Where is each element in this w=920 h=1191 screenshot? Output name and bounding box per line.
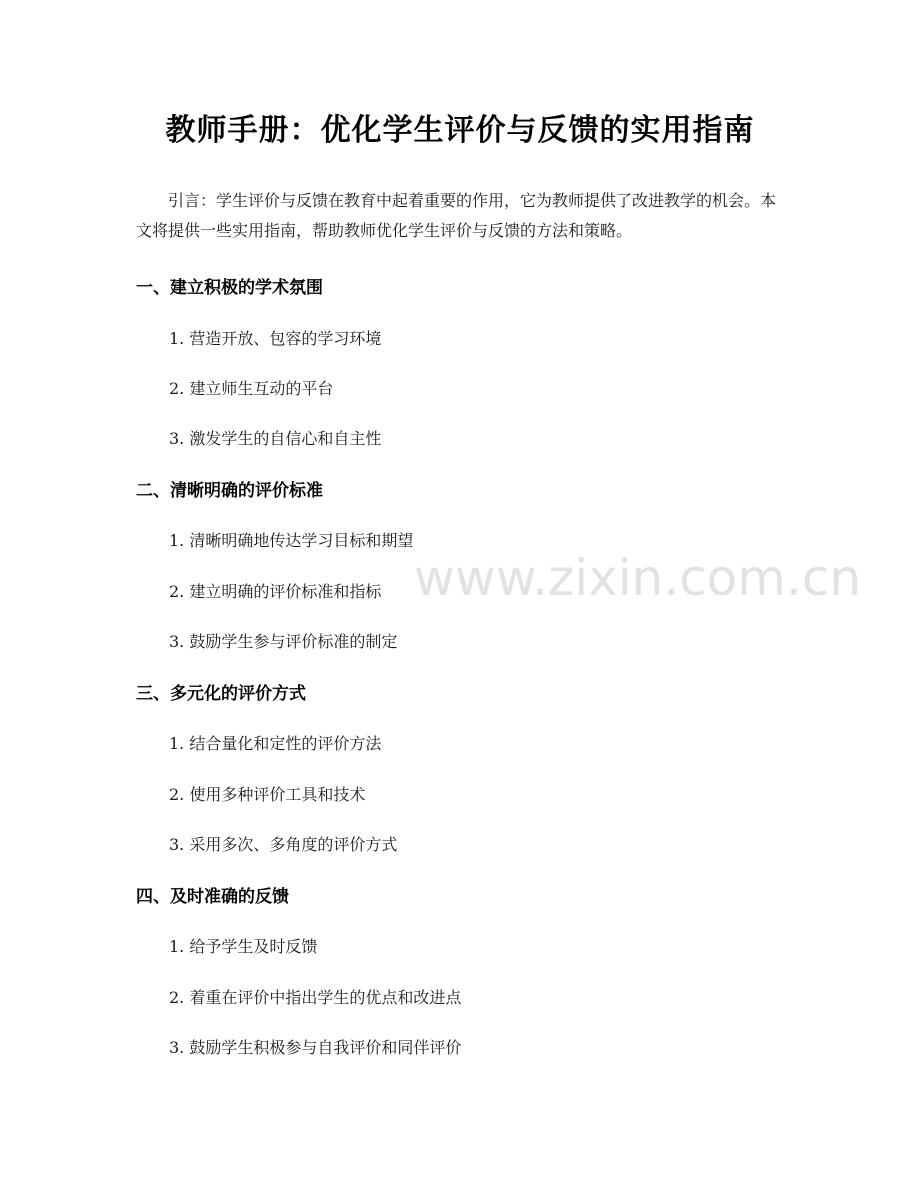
list-item: 3. 鼓励学生积极参与自我评价和同伴评价 bbox=[169, 1038, 462, 1057]
list-item: 2. 建立明确的评价标准和指标 bbox=[169, 582, 382, 601]
list-item: 1. 营造开放、包容的学习环境 bbox=[169, 329, 382, 348]
intro-paragraph: 引言：学生评价与反馈在教育中起着重要的作用，它为教师提供了改进教学的机会。本文将提供一些实用指南，帮助教师优化学生评价与反馈的方法和策略。 bbox=[136, 191, 777, 240]
section-heading: 四、及时准确的反馈 bbox=[136, 887, 289, 907]
list-item: 3. 激发学生的自信心和自主性 bbox=[169, 429, 382, 448]
list-item: 3. 采用多次、多角度的评价方式 bbox=[169, 835, 398, 854]
list-item: 2. 着重在评价中指出学生的优点和改进点 bbox=[169, 988, 462, 1007]
watermark: www.zixin.com.cn bbox=[414, 549, 862, 607]
list-item: 1. 给予学生及时反馈 bbox=[169, 937, 318, 956]
list-item: 2. 建立师生互动的平台 bbox=[169, 379, 334, 398]
section-heading: 一、建立积极的学术氛围 bbox=[136, 278, 323, 298]
section-heading: 三、多元化的评价方式 bbox=[136, 684, 306, 704]
section-heading: 二、清晰明确的评价标准 bbox=[136, 481, 323, 501]
page-title: 教师手册：优化学生评价与反馈的实用指南 bbox=[165, 113, 755, 148]
list-item: 2. 使用多种评价工具和技术 bbox=[169, 785, 366, 804]
list-item: 1. 结合量化和定性的评价方法 bbox=[169, 734, 382, 753]
list-item: 3. 鼓励学生参与评价标准的制定 bbox=[169, 632, 398, 651]
list-item: 1. 清晰明确地传达学习目标和期望 bbox=[169, 531, 414, 550]
